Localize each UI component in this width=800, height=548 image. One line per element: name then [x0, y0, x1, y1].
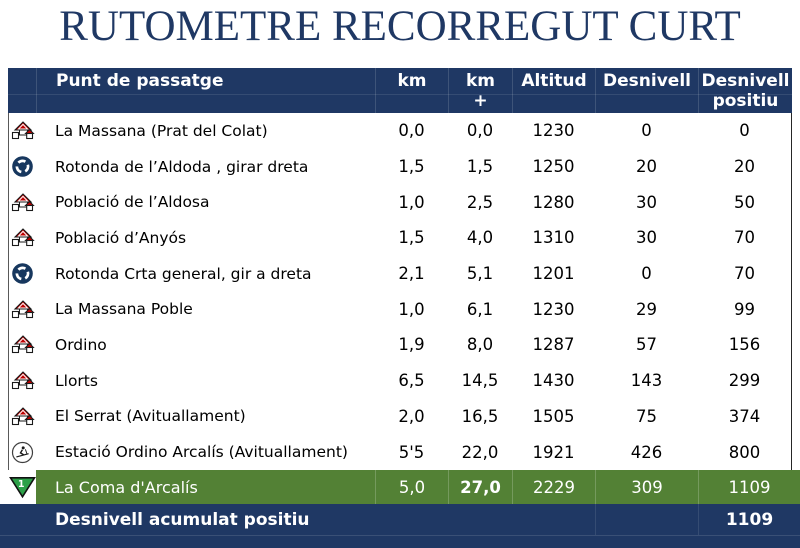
desnivell-positiu-value: 800	[728, 442, 761, 462]
table-row	[9, 291, 791, 327]
village-icon	[11, 120, 35, 141]
summit-desnivell-value: 309	[595, 470, 698, 504]
altitud-value: 1280	[532, 192, 575, 212]
km-plus-value: 16,5	[461, 406, 499, 426]
waypoint-icon-cell	[9, 113, 36, 149]
waypoint-icon-cell	[9, 399, 36, 435]
km-plus-value: 14,5	[461, 371, 499, 391]
waypoint-name: Ordino	[55, 335, 107, 354]
km-plus-value: 4,0	[466, 228, 494, 248]
roundabout-icon	[11, 262, 34, 285]
desnivell-positiu-value: 299	[728, 371, 761, 391]
village-icon	[11, 299, 35, 320]
summit-row	[8, 470, 800, 504]
km-value: 0,0	[398, 121, 425, 141]
header-km-plus: km +	[448, 68, 512, 113]
summit-desnivell-positiu-value: 1109	[698, 470, 800, 504]
km-plus-value: 8,0	[466, 335, 494, 355]
km-plus-value: 22,0	[461, 442, 499, 462]
summit-icon-cell	[8, 470, 36, 504]
km-value: 2,0	[398, 406, 425, 426]
km-value: 1,5	[398, 157, 425, 177]
altitud-value: 1921	[532, 442, 575, 462]
village-icon	[11, 227, 35, 248]
header-icon-col	[8, 68, 36, 113]
header-desnivell-positiu: Desnivell positiu	[698, 68, 792, 113]
table-row	[9, 113, 791, 149]
footer-total-value: 1109	[698, 504, 800, 535]
altitud-value: 1250	[532, 157, 575, 177]
desnivell-positiu-value: 50	[734, 192, 755, 212]
altitud-value: 1430	[532, 371, 575, 391]
header-punt-de-passatge: Punt de passatge	[36, 68, 375, 113]
village-icon	[11, 406, 35, 427]
footer-label: Desnivell acumulat positiu	[55, 509, 310, 530]
km-plus-value: 6,1	[466, 299, 494, 319]
km-value: 5'5	[398, 442, 425, 462]
desnivell-value: 143	[630, 371, 663, 391]
waypoint-icon-cell	[9, 327, 36, 363]
desnivell-value: 57	[636, 335, 657, 355]
desnivell-positiu-value: 156	[728, 335, 761, 355]
km-value: 1,0	[398, 192, 425, 212]
table-row	[9, 220, 791, 256]
altitud-value: 1287	[532, 335, 575, 355]
waypoint-name: Rotonda de l’Aldoda , girar dreta	[55, 157, 309, 176]
waypoint-name: El Serrat (Avituallament)	[55, 407, 246, 426]
summit-altitud-value: 2229	[512, 470, 595, 504]
summit-name: La Coma d'Arcalís	[36, 470, 375, 504]
table-row	[9, 434, 791, 470]
table-body	[8, 113, 792, 470]
finish-icon	[9, 476, 36, 499]
waypoint-icon-cell	[9, 184, 36, 220]
waypoint-icon-cell	[9, 220, 36, 256]
waypoint-name: Llorts	[55, 371, 98, 390]
waypoint-icon-cell	[9, 256, 36, 292]
desnivell-value: 426	[630, 442, 663, 462]
desnivell-value: 20	[636, 157, 657, 177]
waypoint-name: La Massana (Prat del Colat)	[55, 121, 268, 140]
km-value: 1,5	[398, 228, 425, 248]
waypoint-icon-cell	[9, 363, 36, 399]
km-value: 1,9	[398, 335, 425, 355]
village-icon	[11, 334, 35, 355]
km-value: 6,5	[398, 371, 425, 391]
km-plus-value: 2,5	[466, 192, 494, 212]
altitud-value: 1230	[532, 121, 575, 141]
waypoint-name: Estació Ordino Arcalís (Avituallament)	[55, 443, 348, 462]
village-icon	[11, 370, 35, 391]
route-table	[8, 68, 792, 470]
header-altitud: Altitud	[512, 68, 595, 113]
desnivell-value: 0	[641, 121, 652, 141]
waypoint-icon-cell	[9, 434, 36, 470]
village-icon	[11, 192, 35, 213]
table-row	[9, 399, 791, 435]
altitud-value: 1201	[532, 264, 575, 284]
ski-station-icon	[11, 441, 34, 464]
km-plus-value: 1,5	[466, 157, 494, 177]
waypoint-name: Rotonda Crta general, gir a dreta	[55, 264, 312, 283]
altitud-value: 1310	[532, 228, 575, 248]
desnivell-positiu-value: 70	[734, 228, 755, 248]
table-header	[8, 68, 792, 113]
altitud-value: 1230	[532, 299, 575, 319]
desnivell-positiu-value: 70	[734, 264, 755, 284]
footer-row	[0, 504, 800, 536]
desnivell-value: 0	[641, 264, 652, 284]
waypoint-icon-cell	[9, 291, 36, 327]
waypoint-name: Població d’Anyós	[55, 228, 187, 247]
header-km: km	[375, 68, 448, 113]
table-row	[9, 256, 791, 292]
svg-text:1: 1	[17, 478, 25, 490]
summit-km-plus-value: 27,0	[448, 470, 512, 504]
desnivell-positiu-value: 374	[728, 406, 761, 426]
table-footer	[0, 504, 800, 548]
roundabout-icon	[11, 155, 34, 178]
header-desnivell: Desnivell	[595, 68, 698, 113]
desnivell-positiu-value: 99	[734, 299, 755, 319]
page-title: RUTOMETRE RECORREGUT CURT	[59, 3, 741, 50]
desnivell-positiu-value: 20	[734, 157, 755, 177]
km-value: 2,1	[398, 264, 425, 284]
km-plus-value: 5,1	[466, 264, 494, 284]
desnivell-value: 75	[636, 406, 657, 426]
table-row	[9, 149, 791, 185]
desnivell-value: 30	[636, 228, 657, 248]
table-row	[9, 184, 791, 220]
header-divider	[8, 94, 792, 95]
summit-km-value: 5,0	[375, 470, 448, 504]
table-row	[9, 363, 791, 399]
km-plus-value: 0,0	[466, 121, 494, 141]
waypoint-icon-cell	[9, 149, 36, 185]
altitud-value: 1505	[532, 406, 575, 426]
desnivell-value: 30	[636, 192, 657, 212]
desnivell-positiu-value: 0	[739, 121, 750, 141]
waypoint-name: La Massana Poble	[55, 300, 193, 319]
desnivell-value: 29	[636, 299, 657, 319]
km-value: 1,0	[398, 299, 425, 319]
table-row	[9, 327, 791, 363]
waypoint-name: Població de l’Aldosa	[55, 193, 210, 212]
